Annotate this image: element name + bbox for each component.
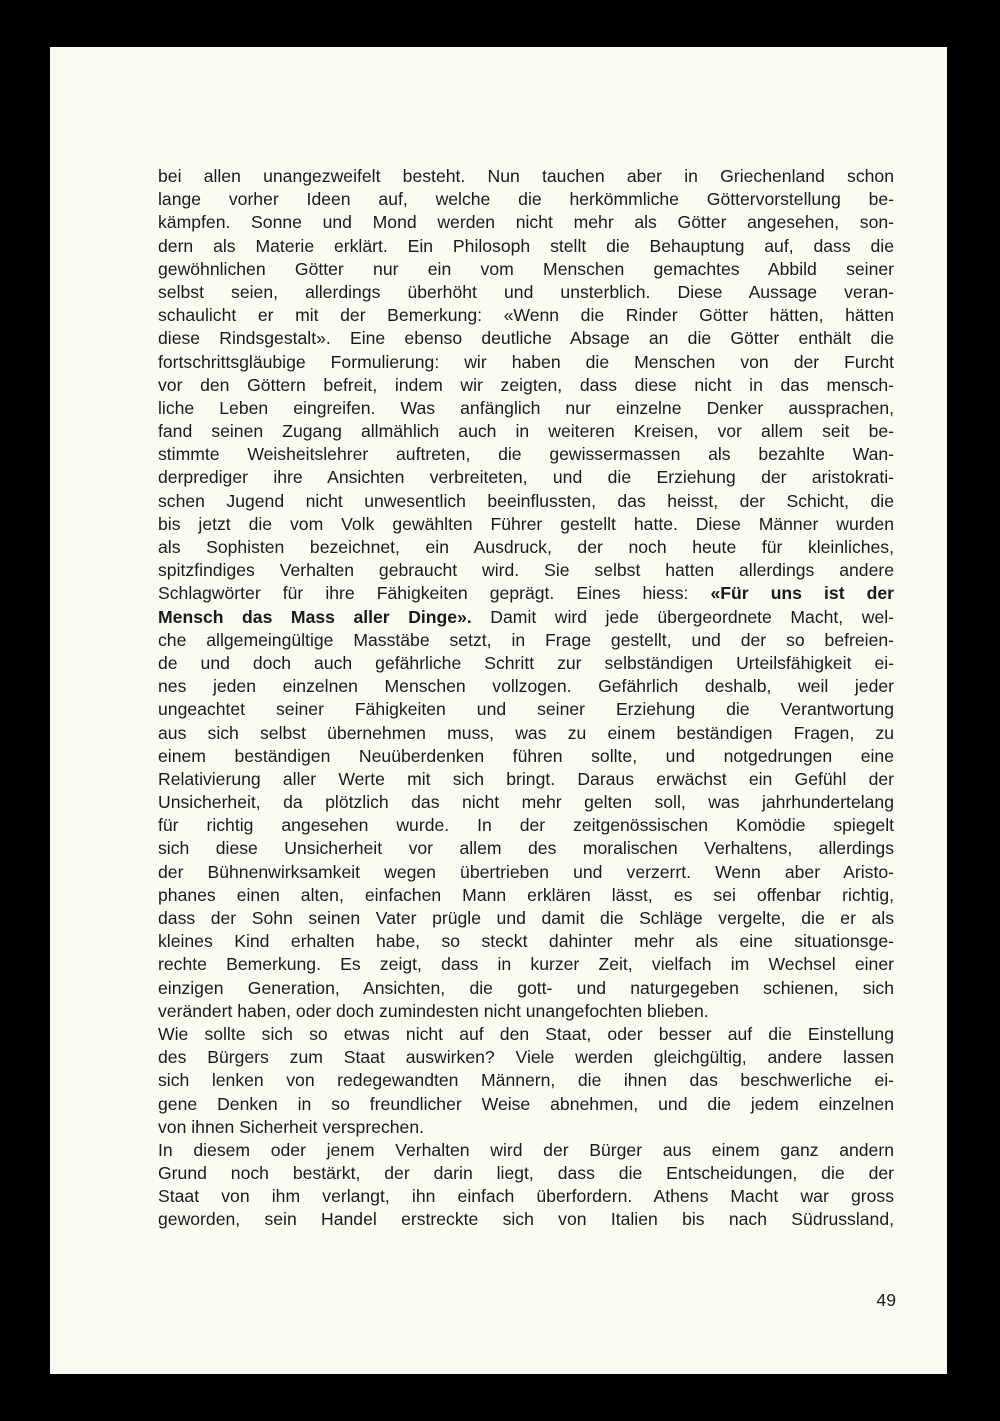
text-line: sich lenken von redegewandten Männern, die ihnen das beschwerliche ei- xyxy=(158,1070,894,1091)
text-line: stimmte Weisheitslehrer auftreten, die gewissermassen als bezahlte Wan- xyxy=(158,444,894,465)
text-line: des Bürgers zum Staat auswirken? Viele werden gleichgültig, andere lassen xyxy=(158,1047,894,1068)
text-line: vor den Göttern befreit, indem wir zeigten, dass diese nicht in das mensch- xyxy=(158,374,894,395)
text-line: dern als Materie erklärt. Ein Philosoph stellt die Behauptung auf, dass die xyxy=(158,235,894,256)
text-line: einem beständigen Neuüberdenken führen sollte, und notgedrungen eine xyxy=(158,745,894,766)
body-text xyxy=(158,165,894,1232)
text-line: Wie sollte sich so etwas nicht auf den Staat, oder besser auf die Einstellung xyxy=(158,1023,894,1044)
text-line: kleines Kind erhalten habe, so steckt dahinter mehr als eine situationsge- xyxy=(158,931,894,952)
text-line: geworden, sein Handel erstreckte sich von Italien bis nach Südrussland, xyxy=(158,1209,894,1230)
text-line: spitzfindiges Verhalten gebraucht wird. Sie selbst hatten allerdings andere xyxy=(158,560,894,581)
text-line: schen Jugend nicht unwesentlich beeinflussten, das heisst, der Schicht, die xyxy=(158,490,894,511)
text-line: aus sich selbst übernehmen muss, was zu einem beständigen Fragen, zu xyxy=(158,722,894,743)
text-line: fortschrittsgläubige Formulierung: wir haben die Menschen von der Furcht xyxy=(158,351,894,372)
quote-text: «Für uns ist der xyxy=(710,583,895,604)
text-line: gene Denken in so freundlicher Weise abnehmen, und die jedem einzelnen xyxy=(158,1093,894,1114)
text-line: sich diese Unsicherheit vor allem des moralischen Verhaltens, allerdings xyxy=(158,838,894,859)
text-line: schaulicht er mit der Bemerkung: «Wenn die Rinder Götter hätten, hätten xyxy=(158,305,894,326)
text-line: für richtig angesehen wurde. In der zeitgenössischen Komödie spiegelt xyxy=(158,815,894,836)
text-line: de und doch auch gefährliche Schritt zur selbständigen Urteilsfähigkeit ei- xyxy=(158,652,894,673)
text-line: phanes einen alten, einfachen Mann erklären lässt, es sei offenbar richtig, xyxy=(158,884,894,905)
text-line: Grund noch bestärkt, der darin liegt, dass die Entscheidungen, die der xyxy=(158,1163,894,1184)
text-line: als Sophisten bezeichnet, ein Ausdruck, der noch heute für kleinliches, xyxy=(158,537,894,557)
text-line: Unsicherheit, da plötzlich das nicht mehr gelten soll, was jahrhundertelang xyxy=(158,792,894,813)
text-line: Staat von ihm verlangt, ihn einfach überfordern. Athens Macht war gross xyxy=(158,1186,894,1207)
text-line: von ihnen Sicherheit versprechen. xyxy=(158,1116,425,1137)
text-line: derprediger ihre Ansichten verbreiteten, und die Erziehung der aristokrati- xyxy=(158,467,894,488)
text-segment: Damit wird jede übergeordnete Macht, wel- xyxy=(471,606,894,627)
page-number: 49 xyxy=(876,1290,896,1310)
text-line: nes jeden einzelnen Menschen vollzogen. Gefährlich deshalb, weil jeder xyxy=(158,676,894,697)
text-segment: Schlagwörter für ihre Fähigkeiten geprägt. Eines hiess: xyxy=(158,583,689,604)
text-line: lange vorher Ideen auf, welche die herkömmliche Göttervorstellung be- xyxy=(158,189,894,210)
text-line: rechte Bemerkung. Es zeigt, dass in kurzer Zeit, vielfach im Wechsel einer xyxy=(158,954,894,975)
text-line: selbst seien, allerdings überhöht und unsterblich. Diese Aussage veran- xyxy=(158,281,894,302)
text-line: che allgemeingültige Masstäbe setzt, in Frage gestellt, und der so befreien- xyxy=(158,629,894,650)
text-line-with-quote xyxy=(158,582,894,605)
text-line: der Bühnenwirksamkeit wegen übertrieben und verzerrt. Wenn aber Aristo- xyxy=(158,861,894,882)
text-line: kämpfen. Sonne und Mond werden nicht mehr als Götter angesehen, son- xyxy=(158,212,894,233)
text-line: fand seinen Zugang allmählich auch in weiteren Kreisen, vor allem seit be- xyxy=(158,421,894,442)
quote-text: Mensch das Mass aller Dinge». xyxy=(158,606,472,627)
text-line: ungeachtet seiner Fähigkeiten und seiner Erziehung die Verantwortung xyxy=(158,699,894,720)
text-line: verändert haben, oder doch zumindesten nicht unangefochten blieben. xyxy=(158,1000,709,1021)
text-line: In diesem oder jenem Verhalten wird der Bürger aus einem ganz andern xyxy=(158,1139,894,1160)
text-line: einzigen Generation, Ansichten, die gott- und naturgegeben schienen, sich xyxy=(158,977,894,998)
text-line: gewöhnlichen Götter nur ein vom Menschen gemachtes Abbild seiner xyxy=(158,258,894,279)
text-line: bis jetzt die vom Volk gewählten Führer gestellt hatte. Diese Männer wurden xyxy=(158,513,894,534)
text-line: Relativierung aller Werte mit sich bringt. Daraus erwächst ein Gefühl der xyxy=(158,768,894,789)
text-line-with-quote xyxy=(158,606,894,629)
text-line: dass der Sohn seinen Vater prügle und damit die Schläge vergelte, die er als xyxy=(158,908,894,928)
book-page xyxy=(50,47,947,1374)
text-line: diese Rindsgestalt». Eine ebenso deutliche Absage an die Götter enthält die xyxy=(158,328,894,349)
text-line: bei allen unangezweifelt besteht. Nun tauchen aber in Griechenland schon xyxy=(158,166,894,186)
text-line: liche Leben eingreifen. Was anfänglich nur einzelne Denker aussprachen, xyxy=(158,397,894,418)
